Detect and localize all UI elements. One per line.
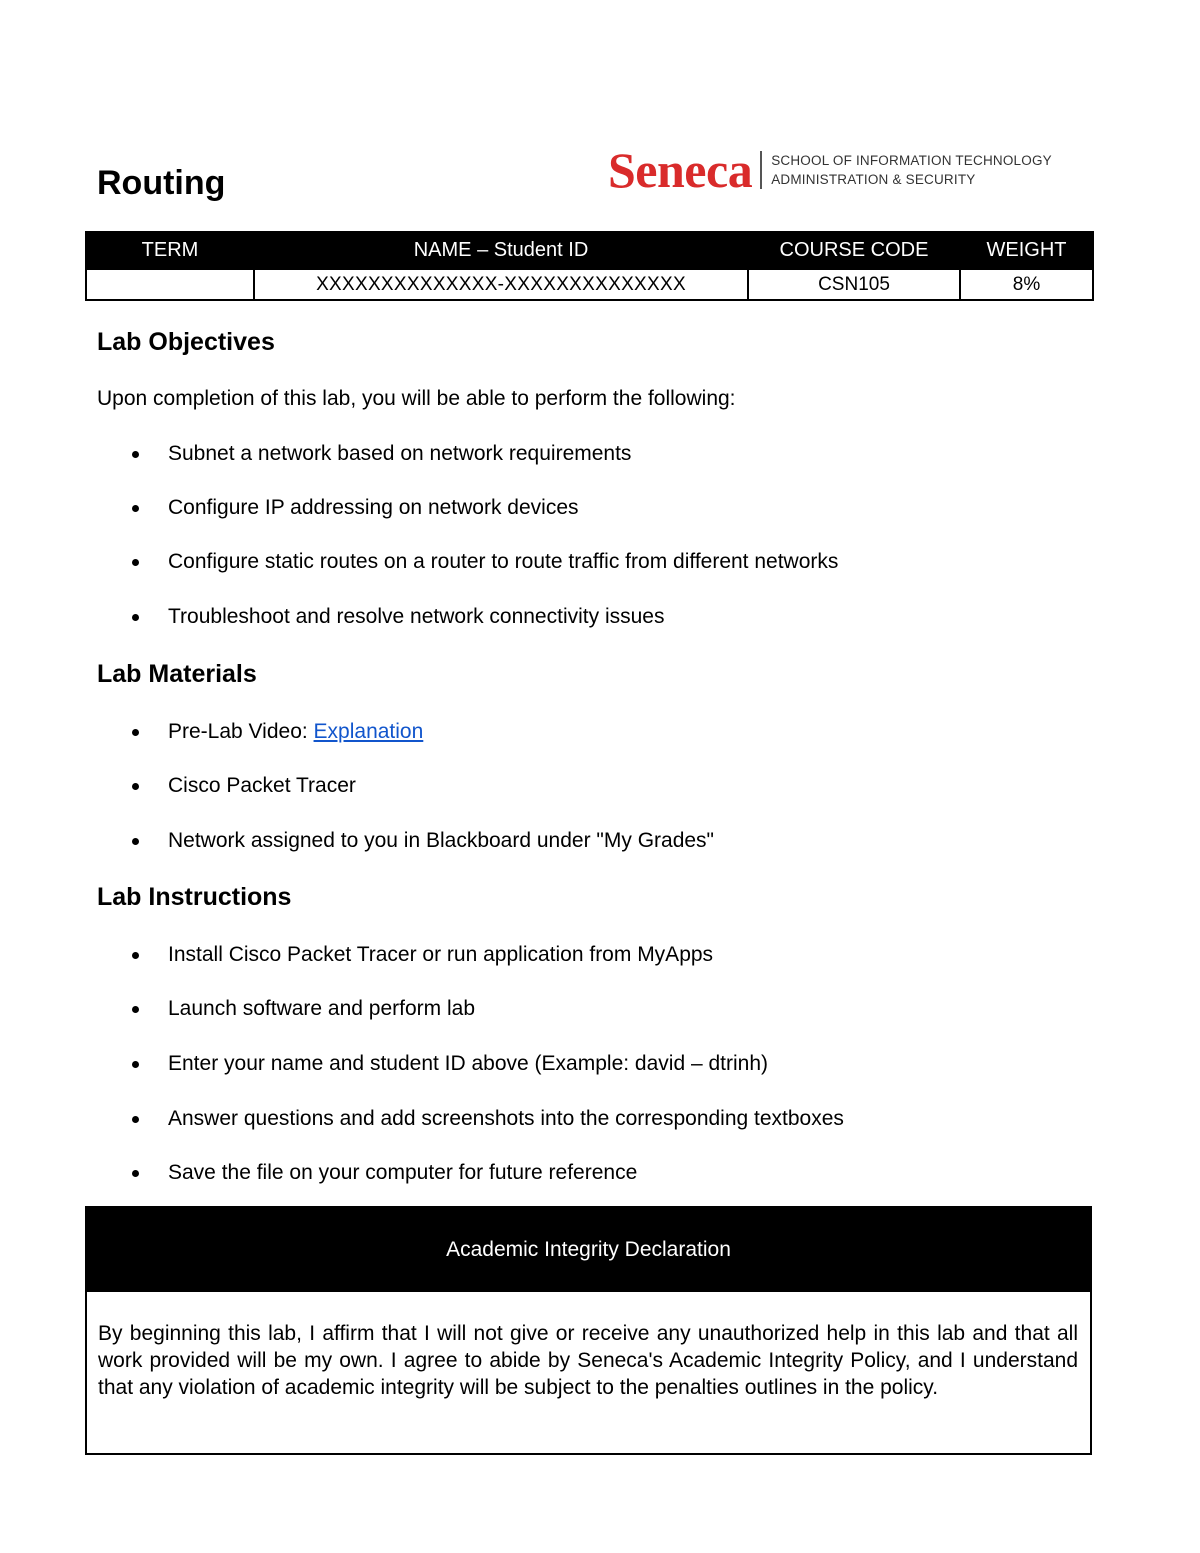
header-course-code: COURSE CODE bbox=[748, 232, 960, 269]
list-item-text: Save the file on your computer for future reference bbox=[168, 1161, 638, 1184]
page-title: Routing bbox=[97, 164, 226, 202]
logo-wordmark: Seneca bbox=[608, 142, 753, 198]
list-item-text: Cisco Packet Tracer bbox=[168, 774, 356, 797]
bullet-icon bbox=[132, 1170, 139, 1177]
list-item-text: Subnet a network based on network requirements bbox=[168, 442, 632, 465]
logo-tagline bbox=[771, 151, 1052, 189]
bullet-icon bbox=[132, 952, 139, 959]
instructions-heading: Lab Instructions bbox=[97, 883, 292, 911]
bullet-icon bbox=[132, 838, 139, 845]
bullet-icon bbox=[132, 559, 139, 566]
list-item-text: Network assigned to you in Blackboard under "My Grades" bbox=[168, 829, 715, 852]
objectives-heading: Lab Objectives bbox=[97, 328, 275, 356]
info-table-row bbox=[86, 269, 1093, 300]
list-item-text: Troubleshoot and resolve network connectivity issues bbox=[168, 605, 665, 628]
bullet-icon bbox=[132, 1061, 139, 1068]
list-item-text: Answer questions and add screenshots into the corresponding textboxes bbox=[168, 1107, 844, 1130]
header-weight: WEIGHT bbox=[960, 232, 1093, 269]
weight-cell: 8% bbox=[960, 269, 1093, 300]
header-name-student-id: NAME – Student ID bbox=[254, 232, 748, 269]
course-code-cell: CSN105 bbox=[748, 269, 960, 300]
header-term: TERM bbox=[86, 232, 254, 269]
academic-integrity-heading: Academic Integrity Declaration bbox=[87, 1208, 1090, 1292]
bullet-icon bbox=[132, 1006, 139, 1013]
list-item-text: Configure IP addressing on network devices bbox=[168, 496, 579, 519]
video-label: Pre-Lab Video: bbox=[168, 720, 314, 743]
logo-divider bbox=[760, 151, 762, 189]
term-cell[interactable] bbox=[86, 269, 254, 300]
list-item-text: Install Cisco Packet Tracer or run application from MyApps bbox=[168, 943, 714, 966]
bullet-icon bbox=[132, 505, 139, 512]
academic-integrity-text: By beginning this lab, I affirm that I will not give or receive any unauthorized help in this lab and that all work provided will be my own. I agree to abide by Seneca's Academic Integrity Policy, and I understand that any violation of academic integrity will be subject to the penalties outlines in the policy. bbox=[98, 1322, 1078, 1399]
list-item-text: Configure static routes on a router to route traffic from different networks bbox=[168, 550, 839, 573]
name-student-id-cell[interactable]: XXXXXXXXXXXXXX-XXXXXXXXXXXXXX bbox=[254, 269, 748, 300]
seneca-logo bbox=[608, 142, 1052, 198]
bullet-icon bbox=[132, 729, 139, 736]
bullet-icon bbox=[132, 1116, 139, 1123]
list-item-text: Enter your name and student ID above (Example: david – dtrinh) bbox=[168, 1052, 768, 1075]
bullet-icon bbox=[132, 451, 139, 458]
list-item-text: Launch software and perform lab bbox=[168, 997, 476, 1020]
logo-tagline-line1: SCHOOL OF INFORMATION TECHNOLOGY bbox=[771, 153, 1052, 168]
academic-integrity-box bbox=[85, 1206, 1092, 1455]
materials-heading: Lab Materials bbox=[97, 660, 257, 688]
objectives-intro: Upon completion of this lab, you will be able to perform the following: bbox=[97, 387, 736, 410]
info-table bbox=[85, 231, 1094, 301]
explanation-link[interactable]: Explanation bbox=[313, 720, 424, 743]
bullet-icon bbox=[132, 783, 139, 790]
info-table-header-row bbox=[86, 232, 1093, 269]
bullet-icon bbox=[132, 614, 139, 621]
logo-tagline-line2: ADMINISTRATION & SECURITY bbox=[771, 172, 976, 187]
